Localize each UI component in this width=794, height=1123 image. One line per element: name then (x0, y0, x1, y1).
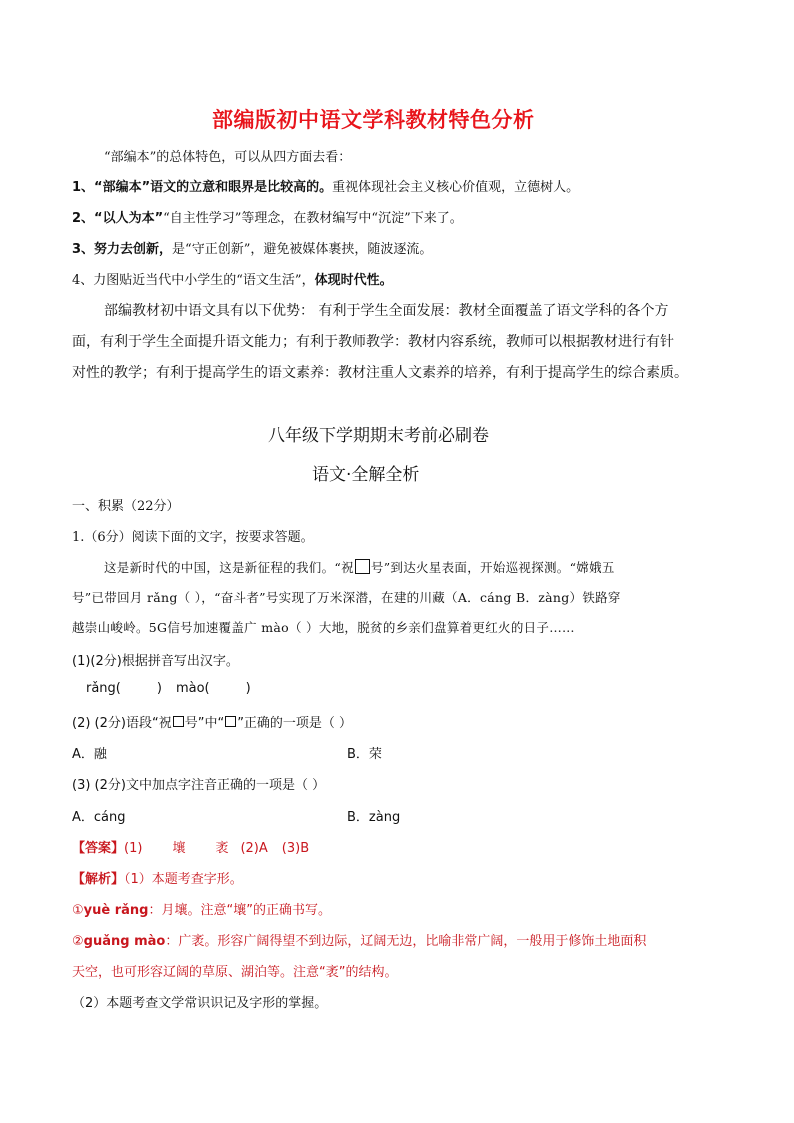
option-3b: B．zàng (347, 810, 401, 825)
answer-label: 【答案】 (72, 841, 125, 856)
analysis-intro: （1）本题考查字形。 (124, 872, 243, 887)
page-title: 部编版初中语文学科教材特色分析 (212, 108, 535, 132)
analysis-item-2 (72, 930, 646, 949)
feature-1 (72, 176, 579, 195)
blank-rang-label: rǎng( (86, 681, 121, 696)
sub-question-3: (3) (2分)文中加点字注音正确的一项是（ ） (72, 778, 326, 793)
feature-2-text: “自主性学习”等理念，在教材编写中“沉淀”下来了。 (163, 211, 463, 226)
item-1-pinyin: yuè rǎng (83, 903, 149, 918)
analysis-last-line: （2）本题考查文学常识识记及字形的掌握。 (72, 996, 328, 1011)
exam-subtitle: 语文·全解全析 (312, 465, 420, 485)
blank-rang-close: ) (156, 681, 162, 696)
feature-4-bold: 体现时代性。 (314, 273, 393, 288)
option-3a: A．cáng (72, 810, 126, 825)
advantages-line-2: 面，有利于学生全面提升语文能力；有利于教师教学：教材内容系统，教师可以根据教材进行有针 (72, 334, 674, 350)
feature-1-text: 重视体现社会主义核心价值观，立德树人。 (332, 180, 580, 195)
exam-title: 八年级下学期期末考前必刷卷 (268, 426, 489, 446)
item-2-marker: ② (72, 934, 84, 949)
feature-1-bold: 1、“部编本”语文的立意和眼界是比较高的。 (72, 180, 333, 195)
feature-2-bold: 2、“以人为本” (72, 211, 164, 226)
option-2b: B．荣 (347, 747, 382, 762)
answer-mao: 袤 (215, 841, 229, 856)
sub-question-1: (1)(2分)根据拼音写出汉字。 (72, 654, 239, 669)
pinyin-blanks (86, 681, 251, 696)
passage-line-1a: 这是新时代的中国，这是新征程的我们。“祝 (104, 560, 354, 575)
feature-4-text: 4、力图贴近当代中小学生的“语文生活”， (72, 273, 315, 288)
answer-3: (3)B (281, 841, 310, 856)
question-1: 1.（6分）阅读下面的文字，按要求答题。 (72, 530, 314, 545)
answer-line (72, 837, 309, 856)
item-2-pinyin: guǎng mào (83, 934, 166, 949)
passage-line-3: 越崇山峻岭。5G信号加速覆盖广 mào（ ）大地，脱贫的乡亲们盘算着更红火的日子…… (72, 620, 575, 635)
blank-box (355, 559, 370, 574)
sub-question-2b: 号”中“ (184, 716, 225, 731)
sub-question-2 (72, 712, 352, 731)
feature-4 (72, 269, 393, 288)
blank-mao-label: mào( (175, 681, 210, 696)
passage-line-2: 号”已带回月 rǎng（ ），“奋斗者”号实现了万米深潜，在建的川藏（A．cáng B．zàng）铁路穿 (72, 590, 621, 605)
analysis-line-1 (72, 868, 243, 887)
analysis-item-1 (72, 899, 331, 918)
advantages-line-1: 部编教材初中语文具有以下优势： 有利于学生全面发展：教材全面覆盖了语文学科的各个方 (104, 303, 669, 319)
sub-question-2a: (2) (2分)语段“祝 (72, 716, 172, 731)
intro-text: “部编本”的总体特色，可以从四方面去看： (104, 150, 352, 165)
section-heading: 一、积累（22分） (72, 499, 180, 514)
passage-line-1b: 号”到达火星表面，开始巡视探测。“嫦娥五 (370, 560, 615, 575)
item-1-text: ：月壤。注意“壤”的正确书写。 (148, 903, 331, 918)
sub-question-2c: ”正确的一项是（ ） (237, 716, 353, 731)
advantages-line-3: 对性的教学；有利于提高学生的语文素养：教材注重人文素养的培养，有利于提高学生的综合素质。 (72, 365, 688, 381)
feature-3-text: 是“守正创新”，避免被媒体裹挟，随波逐流。 (172, 242, 433, 257)
blank-mao-close: ) (245, 681, 251, 696)
passage-line-1 (104, 558, 615, 576)
blank-box-small-2 (225, 716, 236, 727)
answer-1: (1) (124, 841, 143, 856)
option-2a: A．融 (72, 747, 107, 762)
feature-2 (72, 207, 463, 226)
feature-3 (72, 238, 432, 257)
item-1-marker: ① (72, 903, 84, 918)
blank-box-small (173, 716, 184, 727)
analysis-label: 【解析】 (72, 872, 125, 887)
item-2-text: ：广袤。形容广阔得望不到边际，辽阔无边，比喻非常广阔，一般用于修饰土地面积 (165, 934, 647, 949)
answer-2: (2)A (240, 841, 268, 856)
feature-3-bold: 3、努力去创新， (72, 242, 173, 257)
answer-rang: 壤 (172, 841, 186, 856)
analysis-item-2-cont: 天空，也可形容辽阔的草原、湖泊等。注意“袤”的结构。 (72, 965, 398, 980)
